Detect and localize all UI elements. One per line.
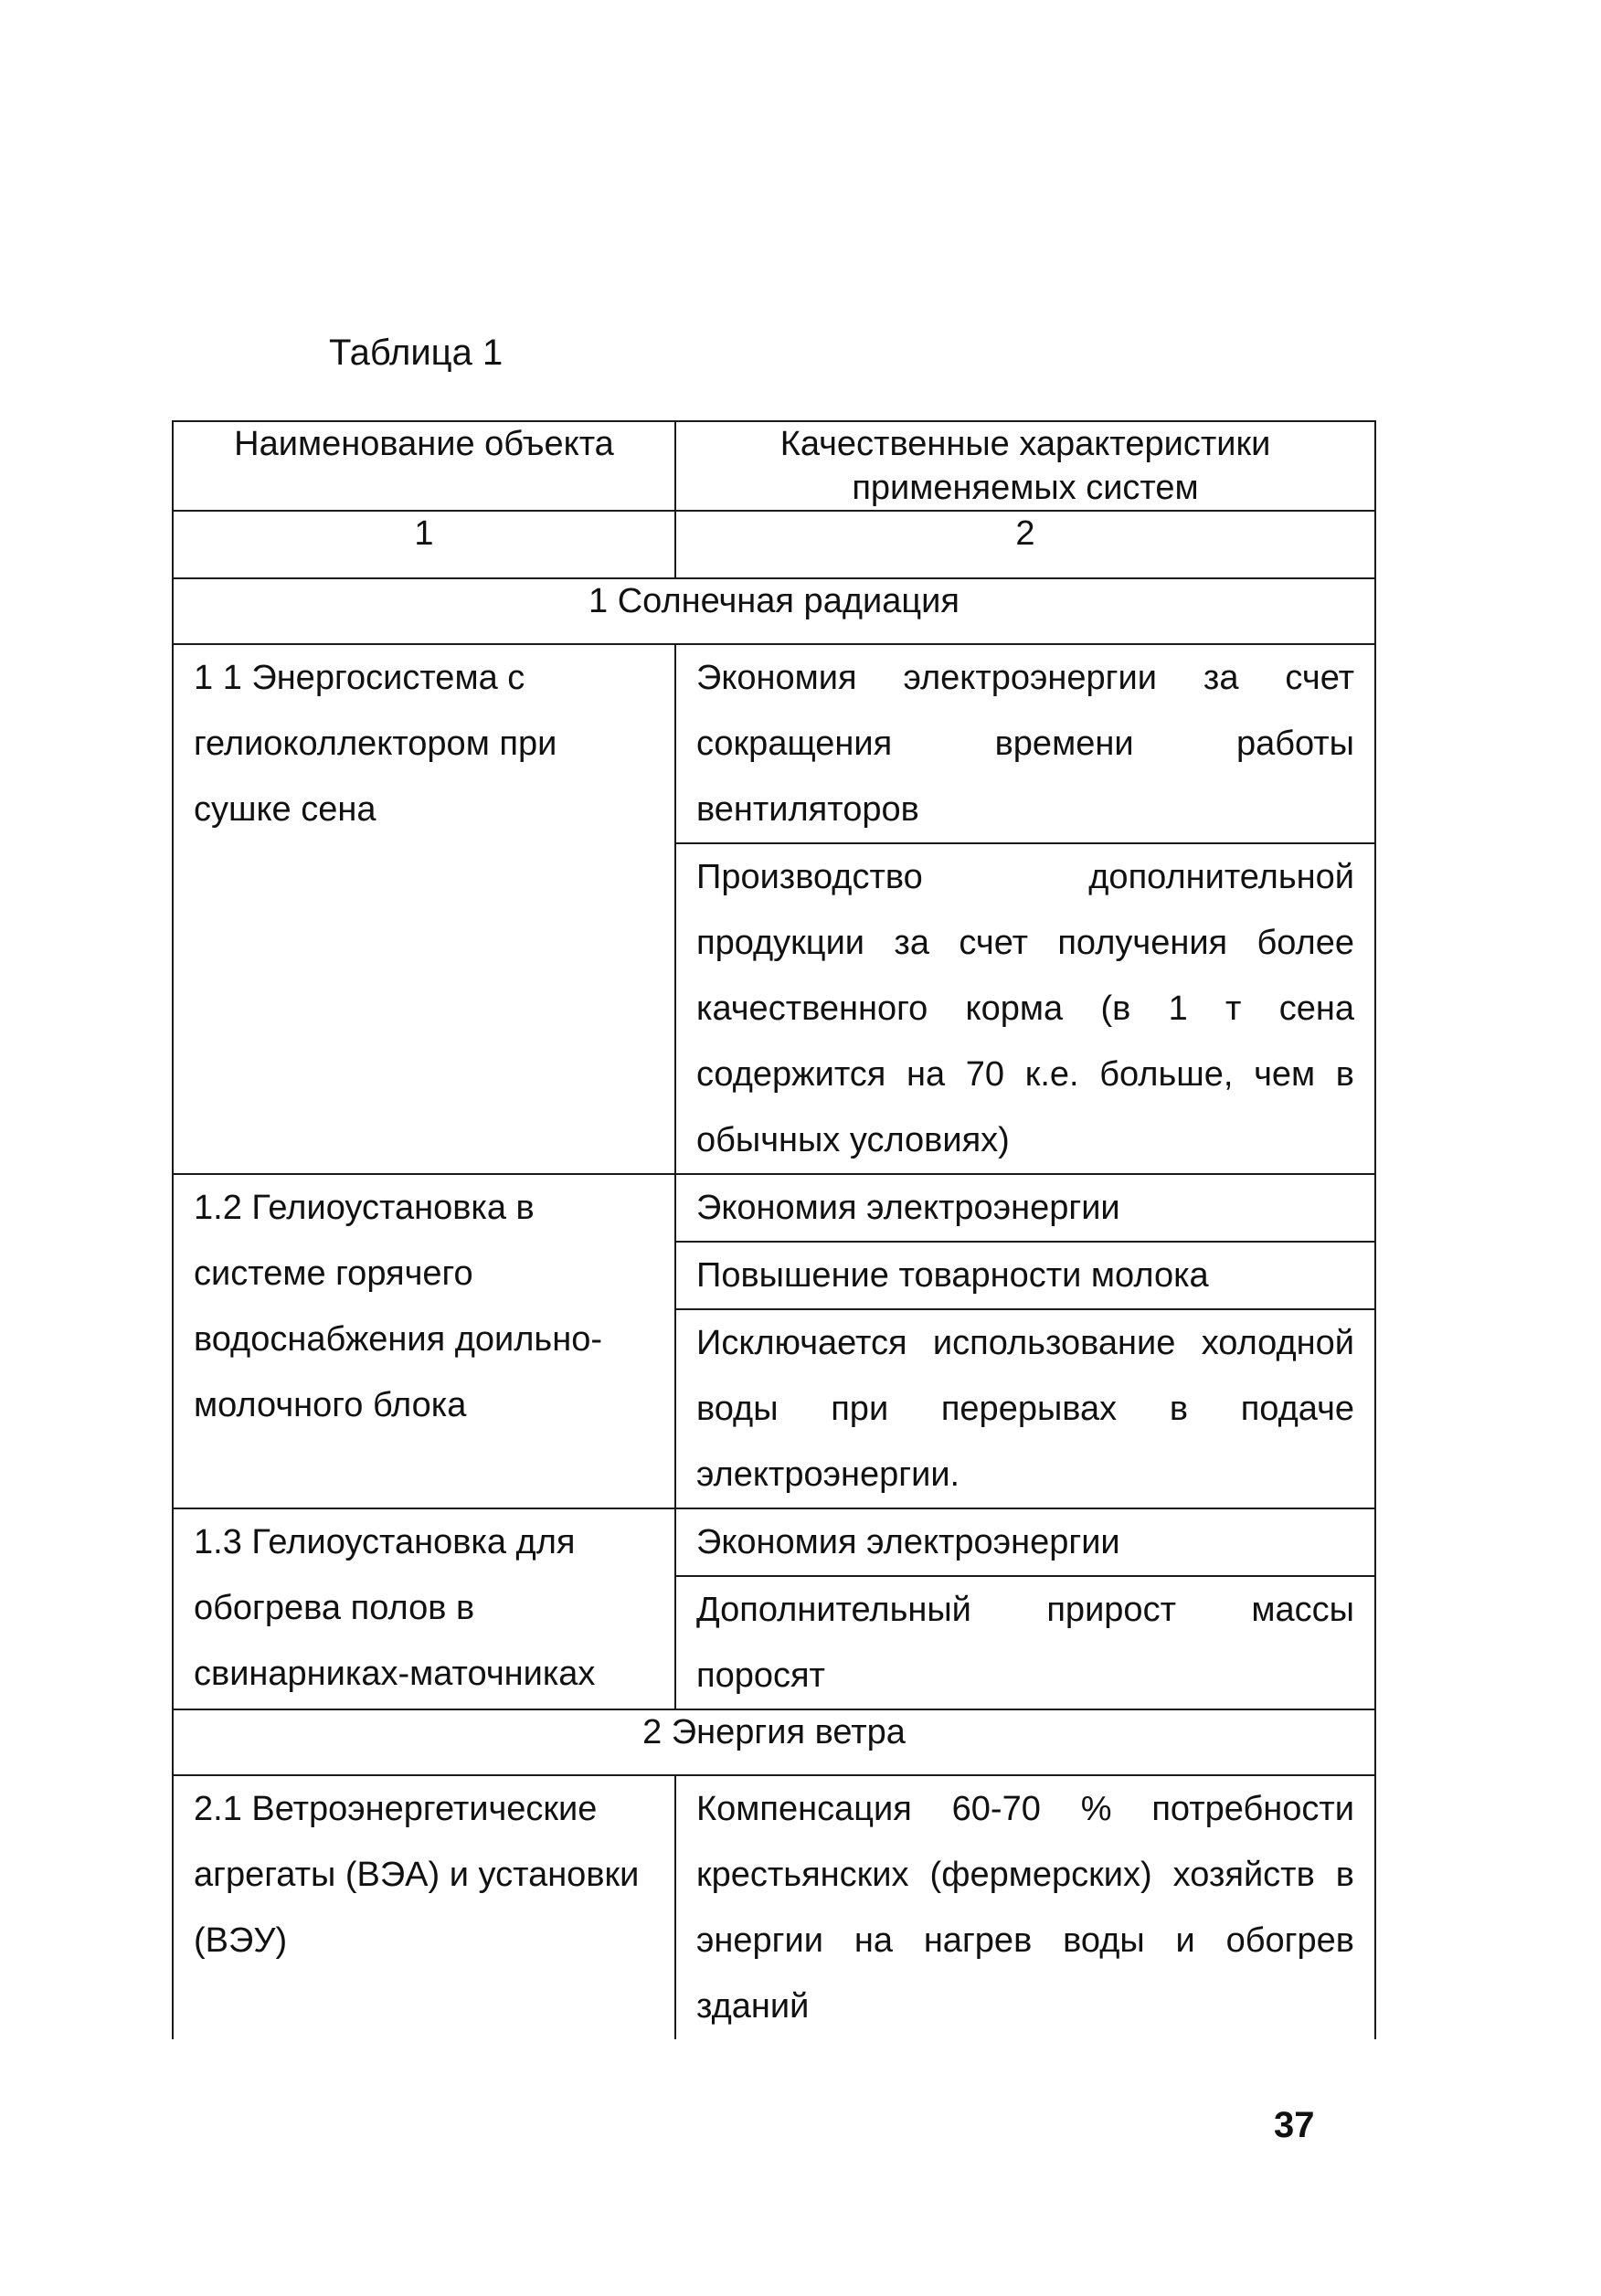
object-name: 1.2 Гелиоустановка в системе горячего водоснабжения доильно-молочного блока [173, 1174, 675, 1508]
section-row-wind [173, 1709, 1375, 1775]
column-number-row [173, 511, 1375, 578]
page-number: 37 [1274, 2105, 1315, 2145]
column-number-1: 1 [173, 511, 675, 578]
section-title: 2 Энергия ветра [173, 1709, 1375, 1775]
header-object-name: Наименование объекта [173, 421, 675, 511]
table-caption: Таблица 1 [329, 333, 504, 373]
object-feature: Дополнительный прирост массы поросят [675, 1576, 1375, 1709]
table-row [173, 1508, 1375, 1576]
section-title: 1 Солнечная радиация [173, 578, 1375, 644]
object-feature: Экономия электроэнергии [675, 1174, 1375, 1242]
object-feature: Экономия электроэнергии [675, 1508, 1375, 1576]
object-feature: Экономия электроэнергии за счет сокращения времени работы вентиляторов [675, 644, 1375, 843]
object-feature: Компенсация 60-70 % потребности крестьянских (фермерских) хозяйств в энергии на нагрев воды и обогрев зданий [675, 1775, 1375, 2039]
object-feature: Производство дополнительной продукции за счет получения более качественного корма (в 1 т сена содержится на 70 к.е. больше, чем в обычных условиях) [675, 843, 1375, 1174]
header-characteristics: Качественные характеристики применяемых систем [675, 421, 1375, 511]
object-feature: Повышение товарности молока [675, 1242, 1375, 1309]
object-feature: Исключается использование холодной воды при перерывах в подаче электроэнергии. [675, 1309, 1375, 1508]
section-row-solar [173, 578, 1375, 644]
table-row [173, 1174, 1375, 1242]
object-name: 2.1 Ветроэнергетические агрегаты (ВЭА) и установки (ВЭУ) [173, 1775, 675, 2039]
table-row [173, 644, 1375, 843]
object-name: 1.3 Гелиоустановка для обогрева полов в свинарниках-маточниках [173, 1508, 675, 1709]
energy-systems-table [172, 420, 1376, 2039]
column-number-2: 2 [675, 511, 1375, 578]
table-row [173, 1775, 1375, 2039]
table-header-row [173, 421, 1375, 511]
object-name: 1 1 Энергосистема с гелиоколлектором при сушке сена [173, 644, 675, 1174]
